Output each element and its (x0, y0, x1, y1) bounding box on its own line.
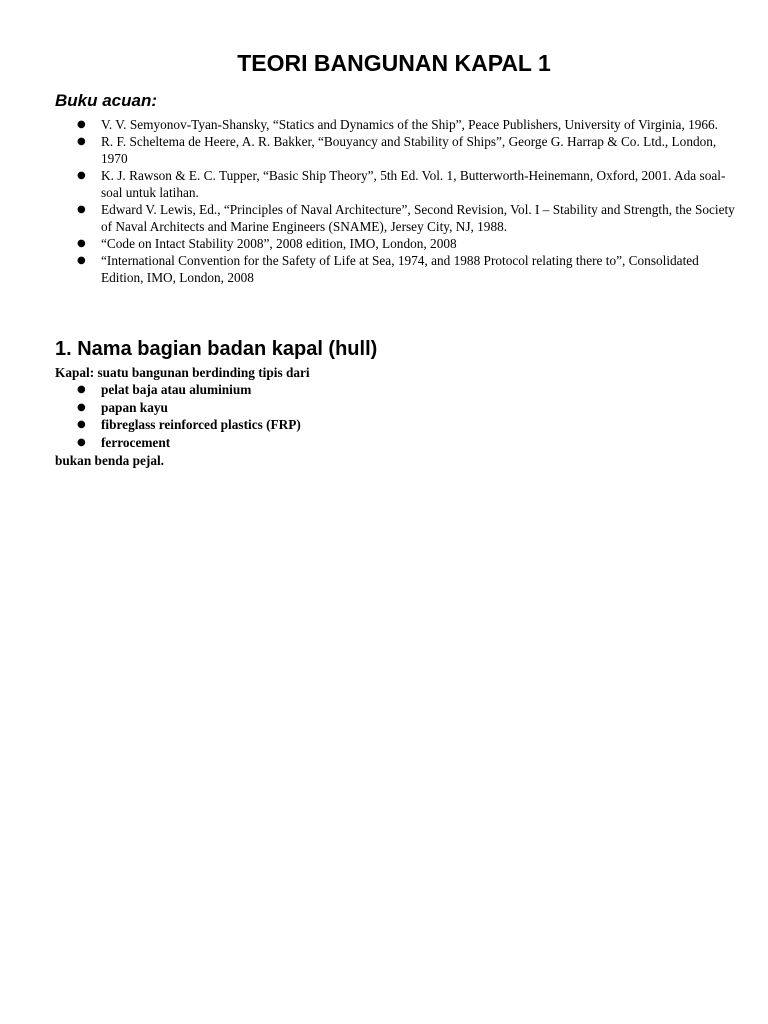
list-item (55, 116, 735, 133)
list-item (55, 133, 735, 167)
document-title: TEORI BANGUNAN KAPAL 1 (237, 50, 551, 76)
bullet-icon: ● (77, 170, 86, 181)
material-text: papan kayu (101, 399, 168, 415)
references-heading: Buku acuan: (55, 91, 158, 110)
bullet-icon: ● (77, 119, 86, 130)
list-item (55, 399, 735, 417)
list-item (55, 201, 735, 235)
material-text: ferrocement (101, 434, 171, 450)
bullet-icon: ● (77, 255, 86, 266)
bullet-icon: ● (77, 401, 86, 413)
bullet-icon: ● (77, 384, 86, 395)
reference-text: Edward V. Lewis, Ed., “Principles of Naval Architecture”, Second Revision, Vol. I – Stability and Strength, the Society of Naval Architects and Marine Engineers (SNAME), Jersey City, NJ, 1988. (101, 202, 735, 234)
bullet-icon: ● (77, 436, 86, 448)
section-closing: bukan benda pejal. (55, 453, 165, 468)
list-item (55, 235, 735, 252)
reference-text: “Code on Intact Stability 2008”, 2008 edition, IMO, London, 2008 (101, 236, 457, 251)
list-item (55, 416, 735, 434)
material-text: pelat baja atau aluminium (101, 382, 252, 397)
materials-list (55, 381, 735, 451)
bullet-icon: ● (77, 238, 86, 249)
bullet-icon: ● (77, 419, 86, 430)
section-heading: 1. Nama bagian badan kapal (hull) (55, 338, 378, 360)
list-item (55, 167, 735, 201)
references-list (55, 116, 735, 286)
list-item (55, 252, 735, 286)
bullet-icon: ● (77, 204, 86, 215)
reference-text: “International Convention for the Safety of Life at Sea, 1974, and 1988 Protocol relating there to”, Consolidated Edition, IMO, London, 2008 (101, 253, 699, 285)
list-item (55, 381, 735, 399)
material-text: fibreglass reinforced plastics (FRP) (101, 417, 301, 432)
bullet-icon: ● (77, 136, 86, 147)
list-item (55, 434, 735, 452)
reference-text: K. J. Rawson & E. C. Tupper, “Basic Ship Theory”, 5th Ed. Vol. 1, Butterworth-Heinemann, Oxford, 2001. Ada soal-soal untuk latihan. (101, 168, 726, 200)
reference-text: V. V. Semyonov-Tyan-Shansky, “Statics and Dynamics of the Ship”, Peace Publishers, University of Virginia, 1966. (101, 117, 719, 132)
section-intro: Kapal: suatu bangunan berdinding tipis dari (55, 365, 310, 380)
reference-text: R. F. Scheltema de Heere, A. R. Bakker, “Bouyancy and Stability of Ships”, George G. Harrap & Co. Ltd., London, 1970 (101, 134, 717, 166)
